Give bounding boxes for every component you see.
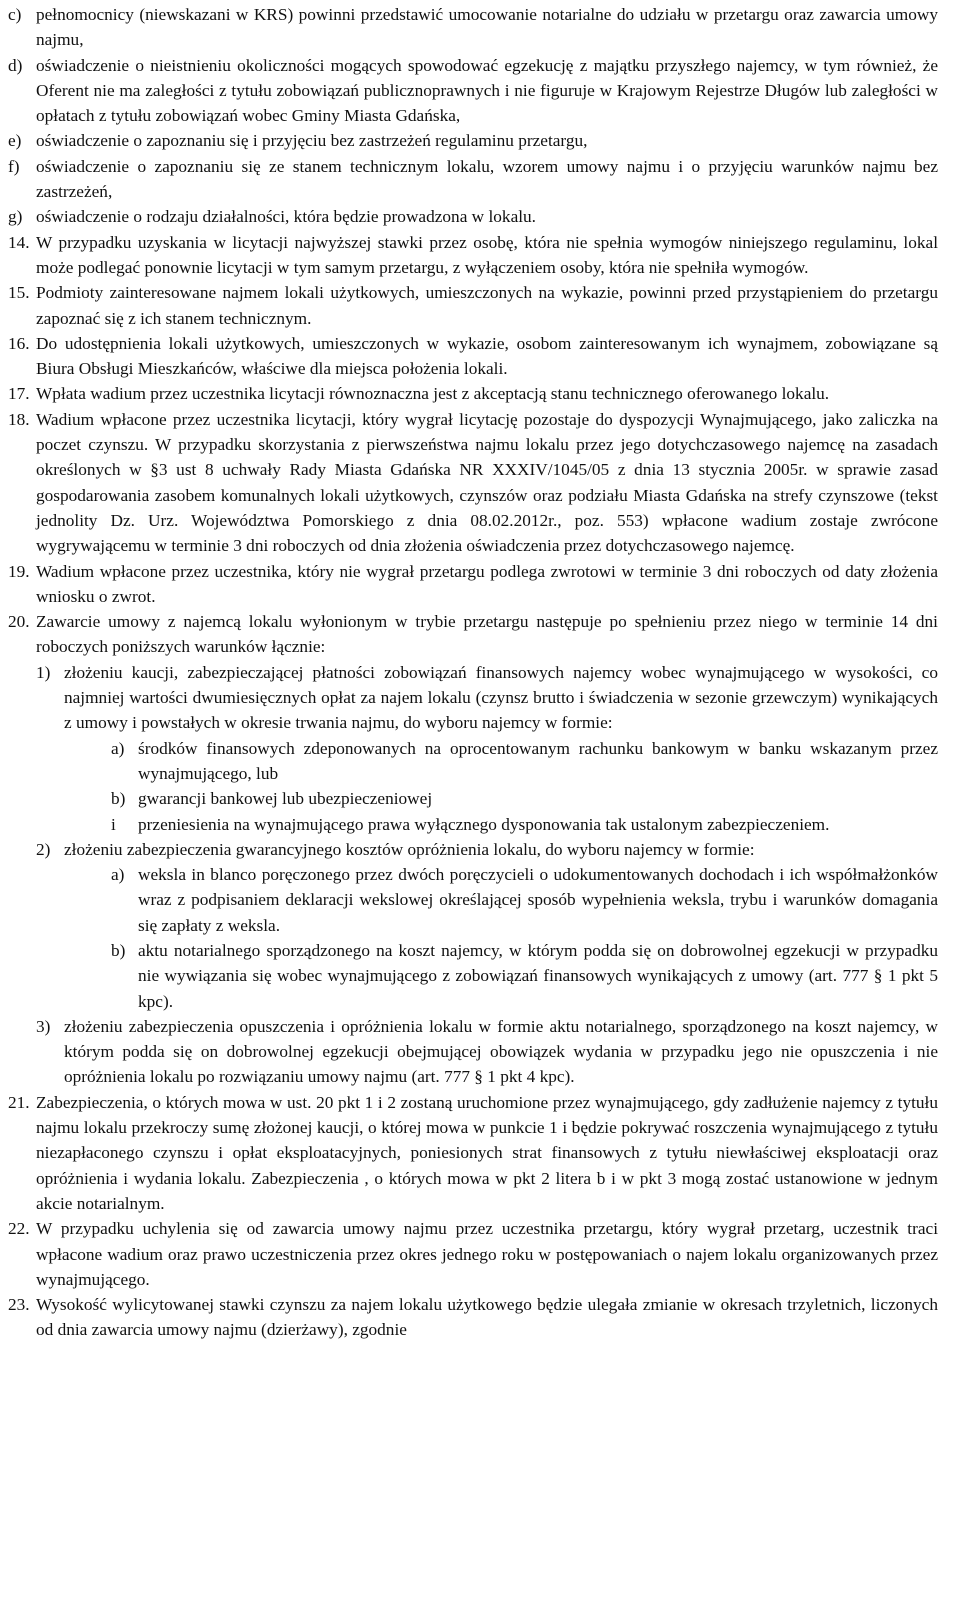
item-label: g) [8,207,23,227]
option-text: gwarancji bankowej lub ubezpieczeniowej [138,789,433,809]
paragraph-number: 20. [8,612,30,632]
condition-text: złożeniu zabezpieczenia opuszczenia i opróżnienia lokalu w formie aktu notarialnego, sporządzonego na koszt najemcy, w którym podda się on dobrowolnej egzekucji obejmującej obowiązek wydania w przypadku jego nie opuszczenia i nie opróżnienia lokalu po rozwiązaniu umowy najmu (art. 777 § 1 pkt 4 kpc). [64,1016,938,1087]
condition-2-option-a [111,862,938,938]
condition-number: 1) [36,662,51,682]
paragraph-text: Zawarcie umowy z najemcą lokalu wyłonionym w trybie przetargu następuje po spełnieniu przez niego w terminie 14 dni roboczych poniższych warunków łącznie: [36,612,938,657]
paragraph-number: 16. [8,333,30,353]
list-item [8,128,938,153]
condition-1-option-i [111,812,938,837]
list-item [8,154,938,205]
option-label: b) [111,789,126,809]
paragraph-18 [8,407,938,559]
condition-1 [36,660,938,736]
paragraph-number: 15. [8,283,30,303]
paragraph-number: 17. [8,384,30,404]
option-text: przeniesienia na wynajmującego prawa wyłącznego dysponowania tak ustalonym zabezpieczeniem. [138,814,830,834]
paragraph-number: 19. [8,561,30,581]
paragraph-text: Wpłata wadium przez uczestnika licytacji równoznaczna jest z akceptacją stanu technicznego oferowanego lokalu. [36,384,830,404]
item-text: oświadczenie o rodzaju działalności, która będzie prowadzona w lokalu. [36,207,537,227]
condition-2-option-b [111,938,938,1014]
item-label: d) [8,55,23,75]
list-item [8,53,938,129]
paragraph-text: W przypadku uzyskania w licytacji najwyższej stawki przez osobę, która nie spełnia wymogów niniejszego regulaminu, lokal może podlegać ponownie licytacji w tym samym przetargu, z wyłączeniem osoby, która nie spełniła wymogów. [36,232,938,277]
condition-3 [36,1014,938,1090]
paragraph-number: 21. [8,1092,30,1112]
paragraph-text: Zabezpieczenia, o których mowa w ust. 20 pkt 1 i 2 zostaną uruchomione przez wynajmującego, gdy zadłużenie najemcy z tytułu najmu lokalu przekroczy sumę złożonej kaucji, o której mowa w punkcie 1 i będzie pokrywać roszczenia wynajmującego z tytułu niezapłaconego czynszu i opłat eksploatacyjnych, poniesionych strat finansowych z tytułu niewłaściwej eksploatacji oraz opróżnienia i wydania lokalu. Zabezpieczenia , o których mowa w pkt 2 litera b i w pkt 3 mogą zostać ustanowione w jednym akcie notarialnym. [36,1092,938,1213]
paragraph-text: Podmioty zainteresowane najmem lokali użytkowych, umieszczonych na wykazie, powinni przed przystąpieniem do przetargu zapoznać się z ich stanem technicznym. [36,283,938,328]
condition-1-option-b [111,786,938,811]
paragraph-number: 18. [8,409,30,429]
paragraph-number: 23. [8,1295,30,1315]
item-label: c) [8,5,22,24]
condition-text: złożeniu kaucji, zabezpieczającej płatności zobowiązań finansowych najemcy wobec wynajmującego w wysokości, co najmniej wartości dwumiesięcznych opłat za najem lokalu (czynsz brutto i świadczenia w sezonie grzewczym) wynikających z umowy i powstałych w okresie trwania najmu, do wyboru najemcy w formie: [64,662,938,733]
paragraph-text: Wadium wpłacone przez uczestnika, który nie wygrał przetargu podlega zwrotowi w terminie 3 dni roboczych od daty złożenia wniosku o zwrot. [36,561,938,606]
item-text: oświadczenie o zapoznaniu się ze stanem technicznym lokalu, wzorem umowy najmu i o przyjęciu warunków najmu bez zastrzeżeń, [36,156,938,202]
paragraph-14 [8,230,938,281]
paragraph-body [36,609,938,1090]
paragraph-15 [8,280,938,331]
condition-text: złożeniu zabezpieczenia gwarancyjnego kosztów opróżnienia lokalu, do wyboru najemcy w formie: [64,839,755,859]
item-label: f) [8,156,20,176]
paragraph-20 [8,609,938,1090]
item-text: oświadczenie o nieistnieniu okoliczności mogących spowodować egzekucję z majątku przyszłego najemcy, w tym również, że Oferent nie ma zaległości z tytułu zobowiązań publicznoprawnych i nie figuruje w Krajowym Rejestrze Długów lub zaległości w opłatach z tytułu zobowiązań wobec Gminy Miasta Gdańska, [36,55,938,126]
paragraph-23 [8,1292,938,1343]
condition-2 [36,837,938,862]
option-text: weksla in blanco poręczonego przez dwóch poręczycieli o udokumentowanych dochodach i ich współmałżonków wraz z podpisaniem deklaracji wekslowej określającej sposób wypełnienia weksla, trybu i warunków domagania się zapłaty z weksla. [138,865,938,935]
item-label: e) [8,131,22,151]
option-text: aktu notarialnego sporządzonego na koszt najemcy, w którym podda się on dobrowolnej egzekucji w przypadku nie wywiązania się wobec wynajmującego z zobowiązań finansowych wynikających z umowy (art. 777 § 1 pkt 5 kpc). [138,940,938,1011]
option-label: a) [111,865,125,885]
list-item [8,204,938,229]
item-text: oświadczenie o zapoznaniu się i przyjęciu bez zastrzeżeń regulaminu przetargu, [36,131,588,151]
option-text: środków finansowych zdeponowanych na oprocentowanym rachunku bankowym w banku wskazanym przez wynajmującego, lub [138,738,938,783]
paragraph-21 [8,1090,938,1216]
condition-number: 3) [36,1016,51,1036]
condition-number: 2) [36,839,51,859]
option-label: b) [111,940,126,960]
paragraph-number: 14. [8,232,30,252]
list-item [8,2,938,53]
item-text: pełnomocnicy (niewskazani w KRS) powinni przedstawić umocowanie notarialne do udziału w przetargu oraz zawarcia umowy najmu, [36,5,938,50]
paragraph-text: Do udostępnienia lokali użytkowych, umieszczonych w wykazie, osobom zainteresowanym ich wynajmem, zobowiązane są Biura Obsługi Mieszkańców, właściwe dla miejsca położenia lokali. [36,333,938,379]
paragraph-text: W przypadku uchylenia się od zawarcia umowy najmu przez uczestnika przetargu, który wygrał przetarg, uczestnik traci wpłacone wadium oraz prawo uczestniczenia przez okres jednego roku w postępowaniach o najem lokalu organizowanych przez wynajmującego. [36,1219,938,1289]
paragraph-19 [8,559,938,610]
paragraph-text: Wysokość wylicytowanej stawki czynszu za najem lokalu użytkowego będzie ulegała zmianie w okresach trzyletnich, liczonych od dnia zawarcia umowy najmu (dzierżawy), zgodnie [36,1295,938,1340]
option-label: i [111,814,116,834]
paragraph-text: Wadium wpłacone przez uczestnika licytacji, który wygrał licytację pozostaje do dyspozycji Wynajmującego, jako zaliczka na poczet czynszu. W przypadku skorzystania z pierwszeństwa najmu lokalu przez jego dotychczasowego najemcę na zasadach określonych w §3 ust 8 uchwały Rady Miasta Gdańska NR XXXIV/1045/05 z dnia 13 stycznia 2005r. w sprawie zasad gospodarowania zasobem komunalnych lokali użytkowych, czynszów oraz podziału Miasta Gdańska na strefy czynszowe (tekst jednolity Dz. Urz. Województwa Pomorskiego z dnia 08.02.2012r., poz. 553) wpłacone wadium zostaje zwrócone wygrywającemu w terminie 3 dni roboczych od dnia złożenia oświadczenia przez dotychczasowego najemcę. [36,409,938,556]
paragraph-16 [8,331,938,382]
paragraph-17 [8,381,938,406]
condition-1-option-a [111,736,938,787]
paragraph-22 [8,1216,938,1292]
paragraph-number: 22. [8,1219,30,1239]
option-label: a) [111,738,125,758]
